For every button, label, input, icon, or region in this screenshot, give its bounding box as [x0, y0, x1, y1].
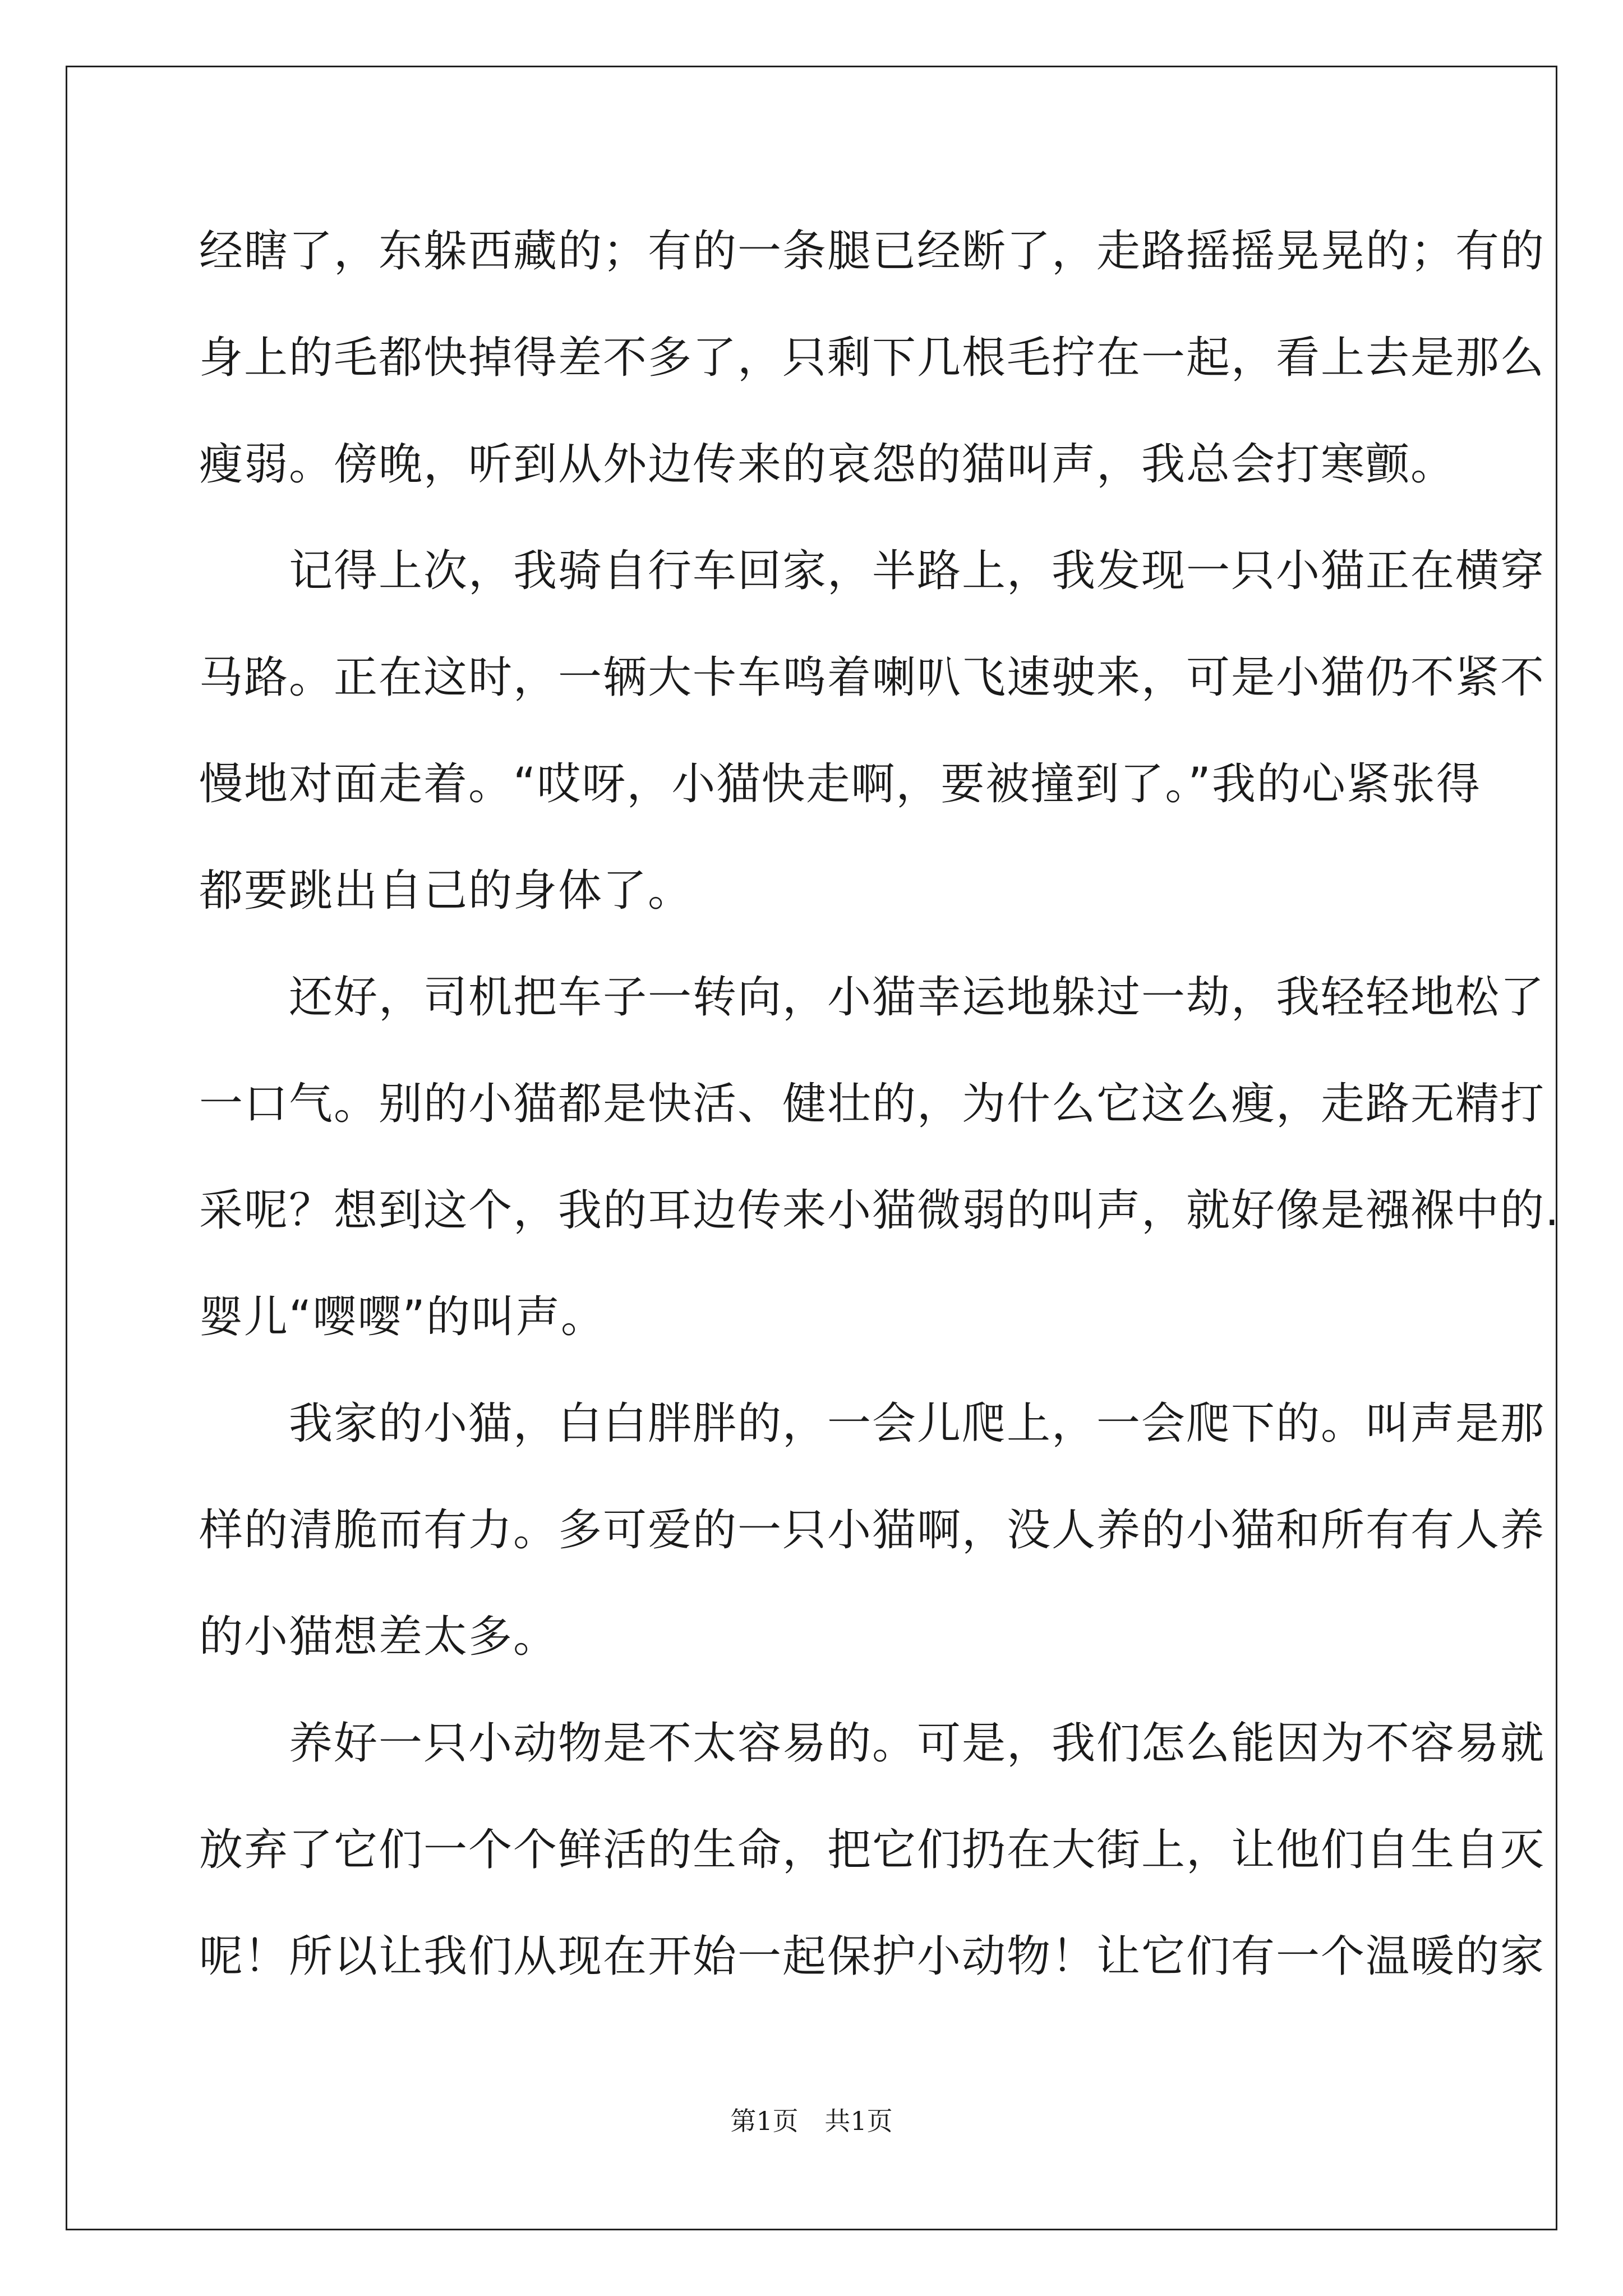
page-total: 共1页: [824, 2106, 893, 2136]
text-line: 马路。正在这时，一辆大卡车鸣着喇叭飞速驶来，可是小猫仍不紧不: [199, 652, 1546, 703]
text-line: 记得上次，我骑自行车回家，半路上，我发现一只小猫正在横穿: [199, 546, 1546, 596]
text-line: 还好，司机把车子一转向，小猫幸运地躲过一劫，我轻轻地松了: [199, 972, 1546, 1023]
document-body: [199, 218, 1560, 2030]
text-line: 样的清脆而有力。多可爱的一只小猫啊，没人养的小猫和所有有人养: [199, 1505, 1546, 1556]
text-line: 采呢？想到这个，我的耳边传来小猫微弱的叫声，就好像是襁褓中的.: [199, 1185, 1560, 1236]
text-line: 呢！所以让我们从现在开始一起保护小动物！让它们有一个温暖的家: [199, 1931, 1546, 1982]
page-footer: [0, 2101, 1623, 2138]
text-line: 养好一只小动物是不太容易的。可是，我们怎么能因为不容易就: [199, 1718, 1546, 1769]
text-line: 身上的毛都快掉得差不多了，只剩下几根毛拧在一起，看上去是那么: [199, 333, 1546, 383]
text-line: 放弃了它们一个个鲜活的生命，把它们扔在大街上，让他们自生自灭: [199, 1825, 1546, 1875]
page-number: 第1页: [730, 2106, 799, 2136]
text-line: 婴儿“嘤嘤”的叫声。: [199, 1292, 606, 1342]
text-line: 都要跳出自己的身体了。: [199, 866, 693, 916]
text-line: 一口气。别的小猫都是快活、健壮的，为什么它这么瘦，走路无精打: [199, 1079, 1546, 1129]
text-line: 我家的小猫，白白胖胖的，一会儿爬上，一会爬下的。叫声是那: [199, 1398, 1546, 1449]
text-line: 的小猫想差太多。: [199, 1612, 559, 1662]
text-line: 慢地对面走着。“哎呀，小猫快走啊，要被撞到了。”我的心紧张得: [199, 759, 1481, 809]
text-line: 瘦弱。傍晚，听到从外边传来的哀怨的猫叫声，我总会打寒颤。: [199, 439, 1456, 490]
text-line: 经瞎了，东躲西藏的；有的一条腿已经断了，走路摇摇晃晃的；有的: [199, 226, 1546, 277]
